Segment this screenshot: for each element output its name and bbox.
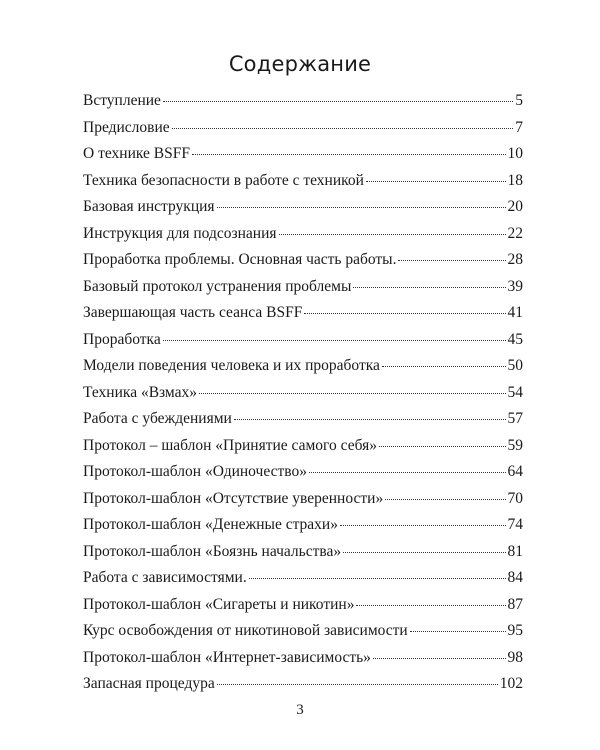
toc-entry-page: 84 — [507, 569, 523, 586]
toc-entry-label: Протокол-шаблон «Сигареты и никотин» — [83, 595, 355, 613]
page-number: 3 — [296, 702, 304, 718]
toc-entry-page: 10 — [507, 145, 523, 162]
dot-leader — [410, 630, 506, 632]
dot-leader — [373, 657, 506, 659]
toc-entry-label: Протокол-шаблон «Интернет-зависимость» — [83, 648, 371, 666]
table-of-contents — [83, 92, 523, 702]
dot-leader — [279, 233, 506, 235]
toc-entry-page: 39 — [507, 277, 523, 295]
page-title: Содержание — [228, 52, 372, 76]
dot-leader — [366, 180, 506, 182]
toc-entry — [83, 410, 523, 437]
toc-entry — [83, 516, 523, 543]
dot-leader — [163, 100, 513, 102]
toc-entry — [83, 92, 523, 119]
toc-entry — [83, 463, 523, 490]
toc-entry-page: 5 — [515, 92, 523, 109]
toc-entry-label: Протокол-шаблон «Денежные страхи» — [83, 516, 338, 533]
dot-leader — [304, 312, 505, 314]
toc-entry-page: 59 — [507, 436, 523, 454]
toc-entry-page: 22 — [507, 224, 523, 242]
toc-entry-label: Вступление — [83, 92, 161, 109]
toc-entry-label: Техника безопасности в работе с техникой — [83, 171, 364, 189]
toc-entry-label: Протокол – шаблон «Принятие самого себя» — [83, 436, 377, 454]
toc-entry-page: 20 — [507, 198, 523, 215]
toc-entry — [83, 357, 523, 384]
toc-entry-page: 18 — [507, 171, 523, 189]
dot-leader — [385, 498, 505, 500]
toc-entry — [83, 569, 523, 596]
toc-entry — [83, 622, 523, 649]
toc-entry-page: 57 — [507, 410, 523, 427]
toc-entry-page: 98 — [507, 648, 523, 666]
toc-entry-page: 28 — [507, 251, 523, 268]
dot-leader — [192, 153, 506, 155]
toc-entry — [83, 145, 523, 172]
toc-entry-page: 87 — [507, 595, 523, 613]
toc-entry-page: 70 — [507, 489, 523, 507]
dot-leader — [379, 445, 506, 447]
toc-entry-label: Проработка проблемы. Основная часть работы. — [83, 251, 397, 268]
dot-leader — [163, 339, 506, 341]
toc-entry-label: Протокол-шаблон «Отсутствие уверенности» — [83, 489, 384, 507]
toc-entry — [83, 331, 523, 358]
toc-entry-label: Работа с зависимостями. — [83, 569, 247, 586]
toc-entry — [83, 649, 523, 676]
toc-entry-page: 45 — [507, 330, 523, 348]
toc-entry — [83, 172, 523, 199]
toc-entry — [83, 119, 523, 146]
toc-entry — [83, 675, 523, 702]
toc-entry-label: Предисловие — [83, 118, 170, 136]
toc-entry — [83, 596, 523, 623]
toc-entry — [83, 304, 523, 331]
toc-entry-label: Курс освобождения от никотиновой зависимости — [83, 622, 408, 639]
toc-entry-label: Работа с убеждениями — [83, 410, 232, 427]
dot-leader — [249, 577, 506, 579]
toc-entry-label: О технике BSFF — [83, 145, 190, 162]
dot-leader — [382, 365, 506, 367]
toc-entry-label: Протокол-шаблон «Боязнь начальства» — [83, 542, 342, 560]
dot-leader — [199, 392, 505, 394]
toc-entry — [83, 384, 523, 411]
toc-entry-page: 54 — [507, 383, 523, 401]
toc-entry-label: Проработка — [83, 330, 161, 348]
dot-leader — [217, 683, 498, 685]
toc-entry-label: Базовый протокол устранения проблемы — [83, 277, 352, 295]
toc-entry-label: Инструкция для подсознания — [83, 224, 277, 242]
toc-entry-label: Завершающая часть сеанса BSFF — [83, 304, 303, 321]
toc-entry-label: Модели поведения человека и их проработка — [83, 357, 380, 374]
dot-leader — [340, 524, 506, 526]
dot-leader — [217, 206, 506, 208]
toc-entry-label: Запасная процедура — [83, 675, 215, 692]
toc-entry-page: 64 — [507, 463, 523, 480]
toc-entry-page: 41 — [507, 304, 523, 321]
toc-entry — [83, 437, 523, 464]
dot-leader — [398, 259, 505, 261]
dot-leader — [234, 418, 506, 420]
toc-entry-page: 102 — [499, 675, 523, 692]
toc-entry — [83, 490, 523, 517]
toc-entry — [83, 225, 523, 252]
toc-entry-page: 7 — [515, 118, 523, 136]
toc-entry-page: 81 — [507, 542, 523, 560]
toc-entry — [83, 278, 523, 305]
toc-entry-page: 95 — [507, 622, 523, 639]
dot-leader — [356, 604, 505, 606]
toc-entry — [83, 198, 523, 225]
toc-entry — [83, 251, 523, 278]
toc-entry-page: 50 — [507, 357, 523, 374]
toc-entry-label: Базовая инструкция — [83, 198, 215, 215]
toc-entry-page: 74 — [507, 516, 523, 533]
dot-leader — [353, 286, 505, 288]
dot-leader — [309, 471, 506, 473]
dot-leader — [343, 551, 505, 553]
toc-entry-label: Техника «Взмах» — [83, 383, 198, 401]
dot-leader — [172, 127, 514, 129]
toc-entry — [83, 543, 523, 570]
toc-entry-label: Протокол-шаблон «Одиночество» — [83, 463, 307, 480]
